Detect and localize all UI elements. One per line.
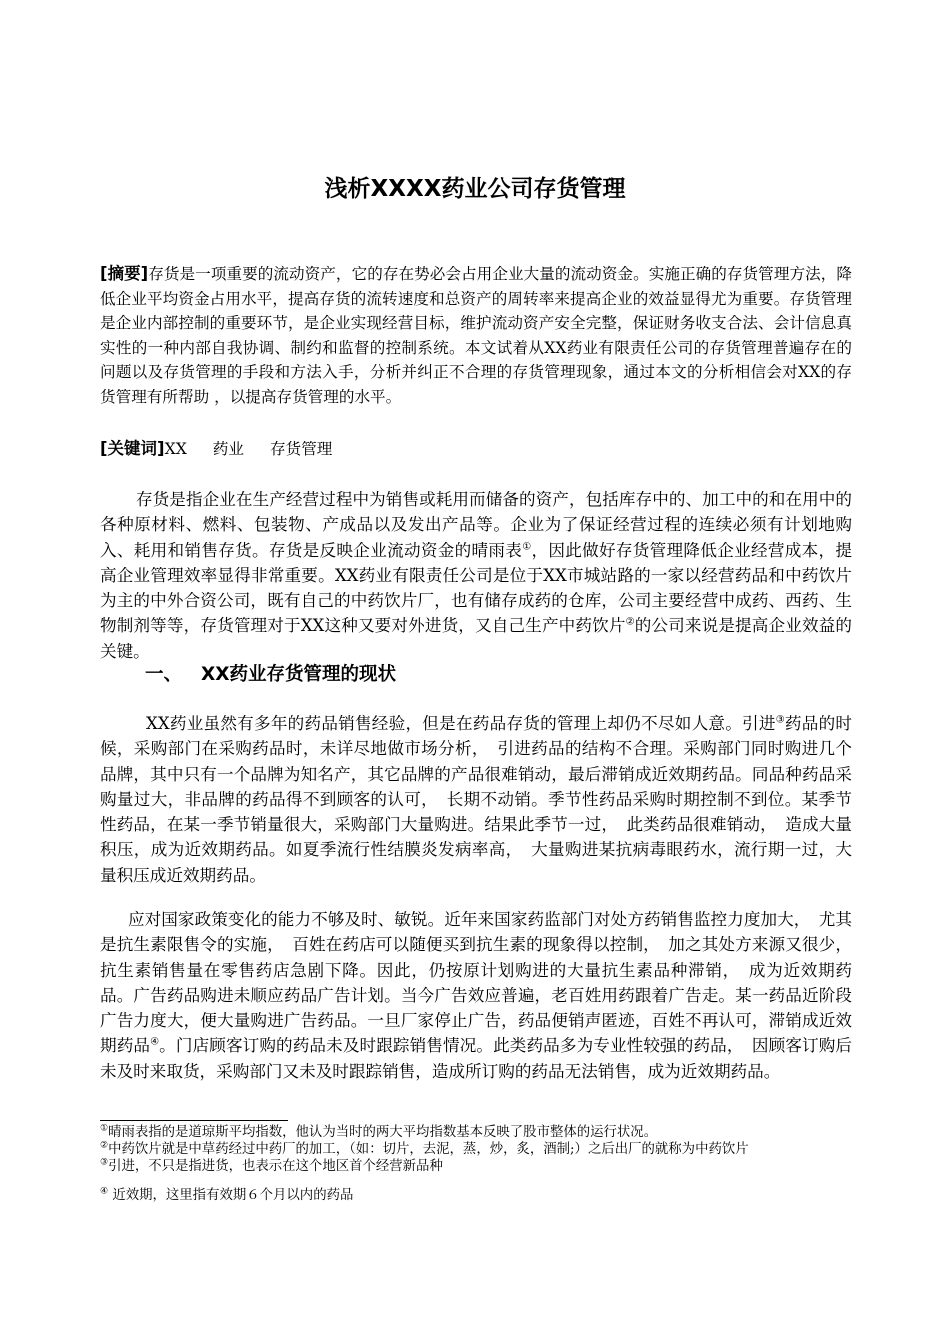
section-number: 一、 — [145, 664, 183, 685]
keywords — [100, 437, 852, 462]
keyword-item: XX — [164, 440, 187, 458]
abstract-text: 存货是一项重要的流动资产，它的存在势必会占用企业大量的流动资金。实施正确的存货管理方法，降低企业平均资金占用水平，提高存货的流转速度和总资产的周转率来提高企业的效益显得尤为重要。存货管理是企业内部控制的重要环节，是企业实现经营目标，维护流动资产安全完整，保证财务收支合法、会计信息真实性的一种内部自我协调、制约和监督的控制系统。本文试着从XX药业有限责任公司的存货管理普遍存在的问题以及存货管理的手段和方法入手，分析并纠正不合理的存货管理现象，通过本文的分析相信会对XX的存货管理有所帮助 ，以提高存货管理的水平。 — [100, 265, 852, 406]
paragraph-text: 应对国家政策变化的能力不够及时、敏锐。近年来国家药监部门对处方药销售监控力度加大， 尤其是抗生素限售令的实施， 百姓在药店可以随便买到抗生素的现象得以控制， 加之其处方来源又很少，抗生素销售量在零售药店急剧下降。因此，仍按原计划购进的大量抗生素品种滞销， 成为近效期药品。广告药品购进未顺应药品广告计划。当今广告效应普遍，老百姓用药跟着广告走。某一药品近阶段广告力度大，便大量购进广告药品。一旦厂家停止广告，药品便销声匿迹，百姓不再认可，滞销成近效期药品 — [100, 910, 852, 1056]
footnote-item — [100, 1187, 852, 1204]
footnote-item — [100, 1158, 852, 1175]
footnote-mark: ① — [100, 1123, 109, 1134]
footnote-text: 引进，不只是指进货，也表示在这个地区首个经营新品种 — [108, 1159, 443, 1174]
footnote-text: 近效期，这里指有效期６个月以内的药品 — [108, 1188, 354, 1203]
paragraph-text: 药品的时候，采购部门在采购药品时，未详尽地做市场分析， 引进药品的结构不合理。采购部门同时购进几个品牌，其中只有一个品牌为知名产，其它品牌的产品很难销动，最后滞销成近效期药品。同品种药品采购量过大，非品牌的药品得不到顾客的认可， 长期不动销。季节性药品采购时期控制不到位。某季节性药品，在某一季节销量很大，采购部门大量购进。结果此季节一过， 此类药品很难销动， 造成大量积压，成为近效期药品。如夏季流行性结膜炎发病率高， 大量购进某抗病毒眼药水，流行期一过，大量积压成近效期药品。 — [100, 714, 853, 885]
footnote-ref-2[interactable]: ② — [625, 616, 635, 628]
footnote-ref-1[interactable]: ① — [522, 541, 532, 553]
paragraph-text: 。门店顾客订购的药品未及时跟踪销售情况。此类药品多为专业性较强的药品， 因顾客订购后未及时来取货，采购部门又未及时跟踪销售，造成所订购的药品无法销售，成为近效期药品。 — [100, 1036, 853, 1081]
intro-text: 存货是指企业在生产经营过程中为销售或耗用而储备的资产，包括库存中的、加工中的和在用中的各种原材料、燃料、包装物、产成品以及发出产品等。企业为了保证经营过程的连续必须有计划地购入、耗用和销售存货。存货是反映企业流动资金的晴雨表 — [100, 490, 852, 560]
abstract-label: [摘要] — [100, 264, 149, 283]
footnote-separator — [100, 1120, 288, 1121]
footnote-ref-3[interactable]: ③ — [775, 714, 785, 726]
keyword-item: 药业 — [212, 440, 244, 458]
intro-paragraph — [100, 487, 852, 664]
keyword-item: 存货管理 — [270, 440, 333, 458]
footnote-mark: ② — [100, 1140, 109, 1151]
intro-text: 的公司来说是提高企业效益的关键。 — [100, 616, 853, 661]
section-title: XX药业存货管理的现状 — [201, 664, 397, 685]
footnote-mark: ③ — [100, 1157, 109, 1168]
abstract — [100, 262, 852, 409]
document-title: 浅析XXXX药业公司存货管理 — [324, 176, 626, 202]
footnote-ref-4[interactable]: ④ — [150, 1036, 160, 1048]
body-paragraph — [100, 907, 852, 1084]
keywords-label: [关键词] — [100, 439, 165, 458]
intro-text: ，因此做好存货管理降低企业经营成本，提高企业管理效率显得非常重要。XX药业有限责任公司是位于XX市城站路的一家以经营药品和中药饮片为主的中外合资公司，既有自己的中药饮片厂，也有储存成药的仓库，公司主要经营中成药、西药、生物制剂等等，存货管理对于XX这种又要对外进货，又自己生产中药饮片 — [100, 540, 853, 636]
footnote-text: 晴雨表指的是道琼斯平均指数，他认为当时的两大平均指数基本反映了股市整体的运行状况。 — [108, 1125, 658, 1140]
paragraph-text: XX药业虽然有多年的药品销售经验，但是在药品存货的管理上却仍不尽如人意。引进 — [146, 714, 776, 733]
footnote-item — [100, 1141, 852, 1158]
footnote-mark: ④ — [100, 1186, 109, 1197]
section-heading — [145, 661, 396, 689]
body-paragraph — [100, 711, 852, 888]
footnotes — [100, 1124, 852, 1204]
footnote-text: 中药饮片就是中草药经过中药厂的加工，（如：切片，去泥，蒸，炒，炙，酒制;）之后出厂的就称为中药饮片 — [108, 1142, 749, 1157]
footnote-item — [100, 1124, 852, 1141]
